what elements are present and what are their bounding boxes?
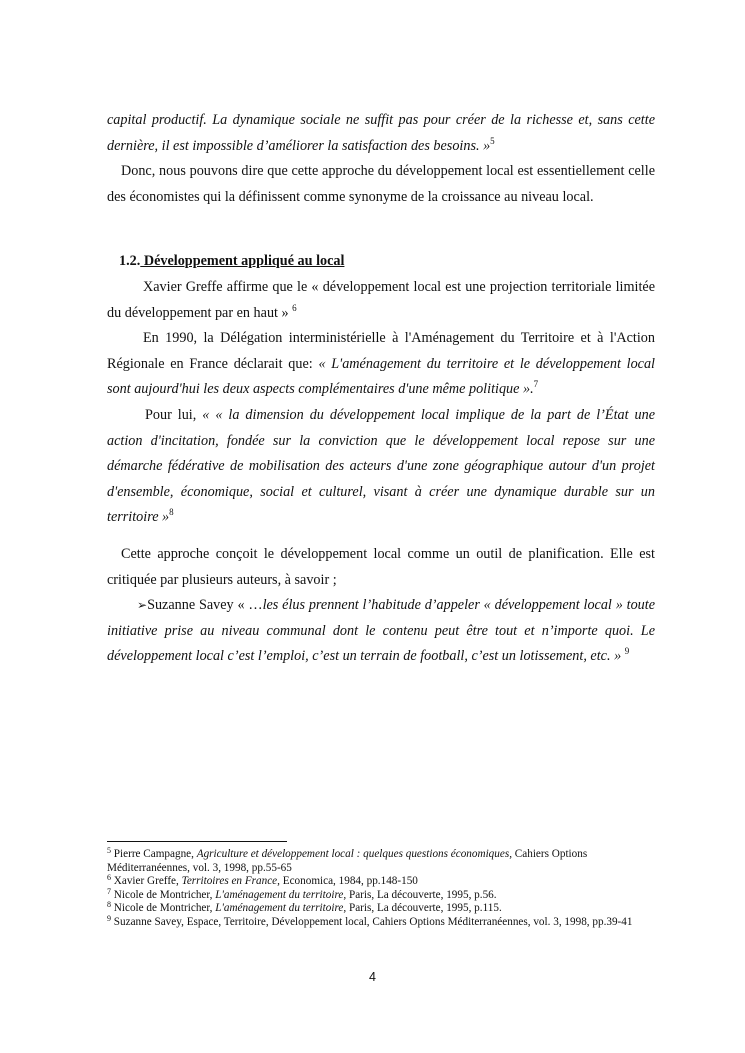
footnote-number: 7: [107, 886, 111, 896]
bullet-author: Suzanne Savey « …: [147, 597, 263, 614]
footnote-item: [107, 848, 655, 875]
paragraph-quote-continuation: [107, 108, 655, 159]
footnote-divider: [107, 841, 287, 842]
footnote-details: Paris, La découverte, 1995, p.56.: [346, 888, 497, 901]
footnote-title: L'aménagement du territoire,: [215, 888, 347, 901]
footnote-ref[interactable]: 6: [292, 302, 297, 313]
footnote-item: [107, 886, 655, 903]
footnote-author: Nicole de Montricher,: [111, 902, 216, 915]
footnote-details: Paris, La découverte, 1995, p.115.: [346, 902, 502, 915]
footnote-title: Agriculture et développement local : quelques questions économiques,: [196, 848, 512, 860]
footnote-item: [107, 875, 655, 889]
footnote-title: Territoires en France,: [181, 875, 280, 888]
footnote-author: Xavier Greffe,: [111, 875, 182, 888]
footnote-ref[interactable]: 9: [624, 646, 630, 657]
footnotes: [107, 841, 655, 930]
footnote-details: Economica, 1984, pp.148-150: [279, 875, 418, 888]
section-heading: [119, 249, 655, 275]
footnote-author: Pierre Campagne,: [111, 848, 197, 860]
quote-text: « « la dimension du développement local implique de la part de l’État une action d'incitation, fondée sur la conviction que le développement local repose sur une démarche fédérative de mobilisation des acteurs d'une zone géographique autour d'un projet d'ensemble, économique, social et culturel, visant à créer une dynamique durable sur un territoire »: [107, 406, 655, 526]
footnote-number: 8: [107, 900, 111, 910]
bullet-item-savey: [107, 593, 655, 670]
footnote-item: [107, 902, 655, 916]
footnote-number: 9: [107, 913, 111, 923]
paragraph-planning-tool: Cette approche conçoit le développement local comme un outil de planification. Elle est critiquée par plusieurs auteurs, à savoir ;: [107, 545, 655, 588]
paragraph-state-role: [107, 403, 655, 531]
body-text: [107, 108, 655, 670]
footnote-number: 5: [107, 846, 111, 855]
page-number: 4: [369, 970, 376, 984]
paragraph-text: En 1990, la Délégation interministérielle à l'Aménagement du Territoire et à l'Action Régionale en France déclarait que:: [107, 330, 655, 372]
footnote-author: Nicole de Montricher,: [111, 888, 216, 901]
footnote-title: L'aménagement du territoire,: [215, 902, 347, 915]
arrow-bullet-icon: ➢: [137, 598, 148, 613]
footnote-ref[interactable]: 7: [533, 379, 539, 390]
footnote-number: 6: [107, 873, 111, 883]
section-title: Développement appliqué au local: [140, 253, 345, 270]
quote-text: les élus prennent l’habitude d’appeler « développement local » toute initiative prise au niveau communal dont le contenu peut être tout et n’importe quoi. Le développement local c’est l’emploi, c’est un terrain de football, c’est un lotissement, etc. »: [107, 597, 655, 665]
paragraph-delegation: [107, 326, 655, 403]
paragraph-economists: Donc, nous pouvons dire que cette approche du développement local est essentiellement celle des économistes qui la définissent comme synonyme de la croissance au niveau local.: [107, 163, 655, 205]
footnote-author: Suzanne Savey, Espace, Territoire, Développement local, Cahiers Options Méditerranéennes, vol. 3, 1998, pp.39-41: [111, 915, 633, 928]
quote-text: « L'aménagement du territoire et le développement local sont aujourd'hui les deux aspects complémentaires d'une même politique ».: [107, 355, 655, 398]
footnote-ref[interactable]: 8: [169, 507, 174, 518]
footnote-list: [107, 848, 655, 930]
paragraph-greffe: [107, 275, 655, 326]
section-number: 1.2.: [119, 253, 141, 270]
footnote-ref[interactable]: 5: [490, 135, 495, 146]
footnote-details: Cahiers Options Méditerranéennes, vol. 3, 1998, pp.55-65: [107, 848, 588, 874]
footnote-item: [107, 913, 655, 930]
paragraph-text: Xavier Greffe affirme que le « développement local est une projection territoriale limitée du développement par en haut »: [107, 278, 655, 321]
paragraph-text: Pour lui,: [145, 406, 203, 423]
quote-text: capital productif. La dynamique sociale ne suffit pas pour créer de la richesse et, sans cette dernière, il est impossible d’améliorer la satisfaction des besoins. »: [107, 112, 655, 154]
